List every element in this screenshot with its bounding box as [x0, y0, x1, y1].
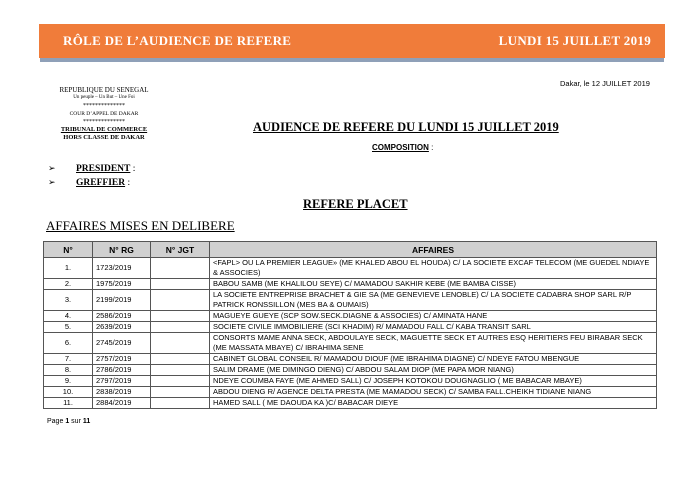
cell-affaire: NDEYE COUMBA FAYE (ME AHMED SALL) C/ JOSEPH KOTOKOU DOUGNAGLIO ( ME BABACAR MBAYE)	[210, 376, 657, 387]
cell-affaire: CONSORTS MAME ANNA SECK, ABDOULAYE SECK, MAGUETTE SECK ET AUTRES ESQ HERITIERS FEU BIRABAR SECK (ME MASSATA MBAYE) C/ IBRAHIMA SENE	[210, 333, 657, 354]
cell-jgt	[151, 311, 210, 322]
col-header-number: N°	[44, 242, 93, 258]
greffier-line: ➢ GREFFIER :	[48, 177, 131, 188]
cell-rg: 2797/2019	[93, 376, 151, 387]
cell-number: 7.	[44, 354, 93, 365]
cell-jgt	[151, 290, 210, 311]
cell-jgt	[151, 258, 210, 279]
cell-rg: 2884/2019	[93, 398, 151, 409]
cell-rg: 2838/2019	[93, 387, 151, 398]
section-title: REFERE PLACET	[303, 197, 408, 211]
president-label: PRESIDENT	[76, 164, 131, 174]
subsection-title: AFFAIRES MISES EN DELIBERE	[46, 218, 235, 233]
col-header-affaires: AFFAIRES	[210, 242, 657, 258]
cell-number: 8.	[44, 365, 93, 376]
table-header-row	[44, 242, 657, 258]
arrow-bullet-icon: ➢	[48, 177, 56, 187]
cell-affaire: ABDOU DIENG R/ AGENCE DELTA PRESTA (ME MAMADOU SECK) C/ SAMBA FALL.CHEIKH TIDIANE NIANG	[210, 387, 657, 398]
banner-title: RÔLE DE L’AUDIENCE DE REFERE	[63, 33, 292, 48]
cell-rg: 2786/2019	[93, 365, 151, 376]
current-page: 1	[65, 418, 70, 425]
cell-affaire: LA SOCIETE ENTREPRISE BRACHET & GIE SA (ME GENEVIEVE LENOBLE) C/ LA SOCIETE CADABRA SHOP SARL R/P PATRICK RONSSILLON (MES BA & OUMAIS)	[210, 290, 657, 311]
cell-affaire: BABOU SAMB (ME KHALILOU SEYE) C/ MAMADOU SAKHIR KEBE (ME BAMBA CISSE)	[210, 279, 657, 290]
cell-rg: 2639/2019	[93, 322, 151, 333]
total-pages: 11	[82, 418, 91, 425]
header-banner	[39, 24, 665, 58]
cell-number: 3.	[44, 290, 93, 311]
cell-jgt	[151, 398, 210, 409]
cell-number: 10.	[44, 387, 93, 398]
page-footer: Page 1 sur 11	[47, 418, 91, 425]
cell-number: 9.	[44, 376, 93, 387]
cell-number: 4.	[44, 311, 93, 322]
table-row	[44, 258, 657, 279]
cell-rg: 1975/2019	[93, 279, 151, 290]
cell-rg: 2757/2019	[93, 354, 151, 365]
republic-motto: Un peuple – Un But – Une Foi	[73, 95, 135, 100]
table-row	[44, 333, 657, 354]
cell-number: 1.	[44, 258, 93, 279]
arrow-bullet-icon: ➢	[48, 163, 56, 173]
cell-affaire: SALIM DRAME (ME DIMINGO DIENG) C/ ABDOU SALAM DIOP (ME PAPA MOR NIANG)	[210, 365, 657, 376]
table-row	[44, 387, 657, 398]
cell-jgt	[151, 387, 210, 398]
cell-rg: 2199/2019	[93, 290, 151, 311]
republic-block	[48, 86, 160, 142]
cell-affaire: MAGUEYE GUEYE (SCP SOW.SECK.DIAGNE & ASSOCIES) C/ AMINATA HANE	[210, 311, 657, 322]
audience-title: AUDIENCE DE REFERE DU LUNDI 15 JUILLET 2019	[253, 120, 559, 134]
cell-number: 5.	[44, 322, 93, 333]
stars-divider: **************	[83, 119, 125, 125]
greffier-label: GREFFIER	[76, 178, 126, 188]
table-row	[44, 279, 657, 290]
cell-jgt	[151, 354, 210, 365]
cell-affaire: CABINET GLOBAL CONSEIL R/ MAMADOU DIOUF (ME IBRAHIMA DIAGNE) C/ NDEYE FATOU MBENGUE	[210, 354, 657, 365]
tribunal-name: TRIBUNAL DE COMMERCE	[60, 126, 148, 133]
cell-number: 11.	[44, 398, 93, 409]
cell-affaire: <FAPL> OU LA PREMIER LEAGUE» (ME KHALED ABOU EL HOUDA) C/ LA SOCIETE EXCAF TELECOM (ME GUEDEL NDIAYE & ASSOCIES)	[210, 258, 657, 279]
cell-affaire: SOCIETE CIVILE IMMOBILIERE (SCI KHADIM) R/ MAMADOU FALL C/ KABA TRANSIT SARL	[210, 322, 657, 333]
table-row	[44, 376, 657, 387]
court-name: COUR D’APPEL DE DAKAR	[69, 111, 139, 117]
cell-rg: 1723/2019	[93, 258, 151, 279]
republic-name: REPUBLIQUE DU SENEGAL	[59, 86, 149, 94]
document-date: Dakar, le 12 JUILLET 2019	[560, 79, 650, 88]
tribunal-class: HORS CLASSE DE DAKAR	[63, 134, 145, 141]
cell-jgt	[151, 322, 210, 333]
president-line: ➢ PRESIDENT :	[48, 163, 136, 174]
cell-jgt	[151, 376, 210, 387]
cell-jgt	[151, 333, 210, 354]
cell-number: 2.	[44, 279, 93, 290]
cell-affaire: HAMED SALL ( ME DAOUDA KA )C/ BABACAR DIEYE	[210, 398, 657, 409]
table-row	[44, 365, 657, 376]
table-row	[44, 311, 657, 322]
col-header-jgt: N° JGT	[151, 242, 210, 258]
table-row	[44, 354, 657, 365]
col-header-rg: N° RG	[93, 242, 151, 258]
table-row	[44, 290, 657, 311]
table-row	[44, 398, 657, 409]
cell-jgt	[151, 279, 210, 290]
cell-rg: 2586/2019	[93, 311, 151, 322]
table-row	[44, 322, 657, 333]
composition-label: COMPOSITION	[372, 143, 429, 152]
cases-table	[43, 241, 657, 409]
composition: COMPOSITION :	[372, 143, 434, 152]
cell-jgt	[151, 365, 210, 376]
banner-date: LUNDI 15 JUILLET 2019	[498, 33, 651, 48]
cell-number: 6.	[44, 333, 93, 354]
stars-divider: **************	[83, 103, 125, 109]
cell-rg: 2745/2019	[93, 333, 151, 354]
